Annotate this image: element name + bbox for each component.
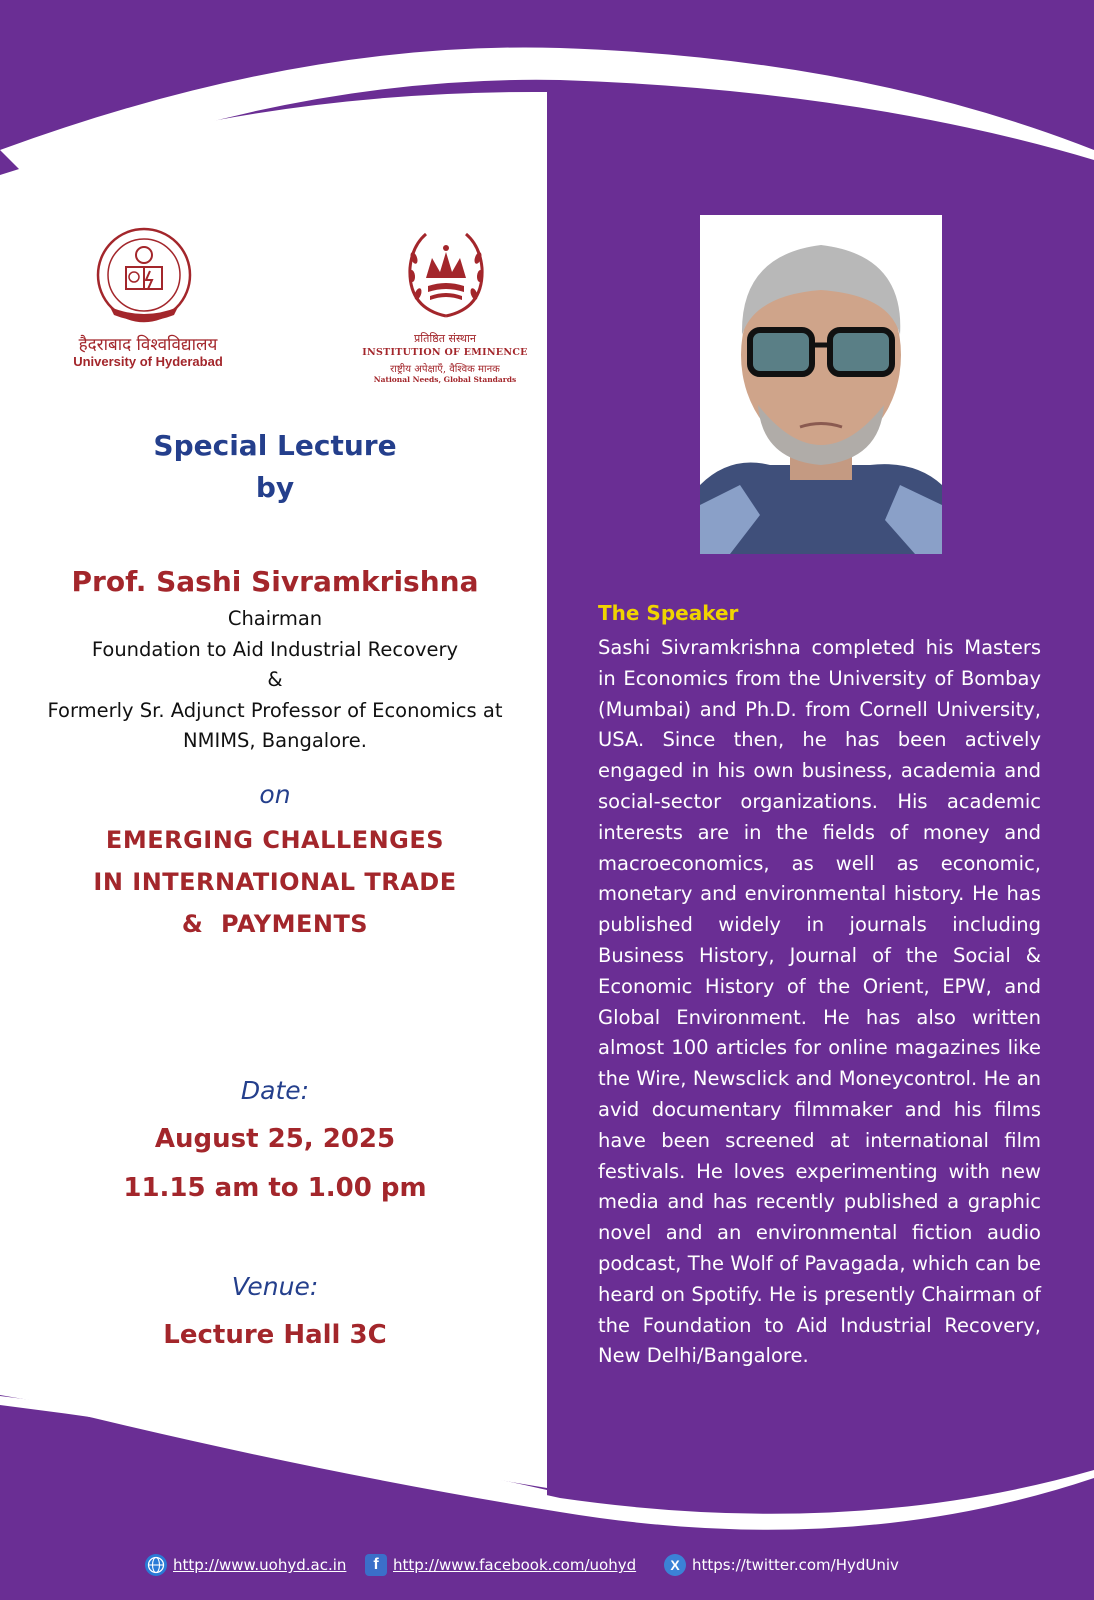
speaker-photo (700, 215, 942, 554)
x-twitter-icon: X (664, 1554, 686, 1576)
lecture-heading-line1: Special Lecture (153, 429, 397, 462)
facebook-icon: f (365, 1554, 387, 1576)
topic-line: & PAYMENTS (181, 910, 369, 938)
website-link-group[interactable] (145, 1552, 346, 1578)
twitter-link[interactable]: https://twitter.com/HydUniv (692, 1556, 899, 1574)
lecture-heading (60, 425, 490, 509)
affiliation-line: Chairman (227, 607, 323, 630)
topic-line: IN INTERNATIONAL TRADE (93, 868, 457, 896)
lecture-heading-line2: by (255, 471, 295, 504)
venue-label: Venue: (231, 1272, 319, 1301)
speaker-bio: Sashi Sivramkrishna completed his Masters in Economics from the University of Bombay (Mumbai) and Ph.D. from Cornell University, USA. Since then, he has been actively engaged in his own business, academia and social-sector organizations. His academic interests are in the fields of money and macroeconomics, as well as economic, monetary and environmental history. He has published widely in journals including Business History, Journal of the Social & Economic History of the Orient, EPW, and Global Environment. He has also written almost 100 articles for online magazines like the Wire, Newsclick and Moneycontrol. He an avid documentary filmmaker and his films have been screened at international film festivals. He loves experimenting with new media and has recently published a graphic novel and an environmental fiction audio podcast, The Wolf of Pavagada, which can be heard on Spotify. He is presently Chairman of the Foundation to Aid Industrial Recovery, New Delhi/Bangalore. (598, 636, 1041, 1368)
ioe-tagline-hindi: राष्ट्रीय अपेक्षाएँ, वैश्विक मानक (390, 364, 500, 375)
facebook-link-group[interactable] (365, 1552, 636, 1578)
ioe-name-english: INSTITUTION OF EMINENCE (362, 347, 528, 358)
ioe-tagline-english: National Needs, Global Standards (373, 375, 517, 384)
topic-line: EMERGING CHALLENGES (105, 826, 445, 854)
speaker-section-heading: The Speaker (598, 601, 739, 625)
lecture-date: August 25, 2025 (154, 1124, 396, 1154)
date-label: Date: (240, 1076, 310, 1105)
speaker-name: Prof. Sashi Sivramkrishna (71, 565, 479, 598)
globe-icon (145, 1554, 167, 1576)
uoh-seal-logo (90, 225, 198, 329)
affiliation-line: & (267, 668, 283, 691)
affiliation-line: Foundation to Aid Industrial Recovery (91, 637, 459, 661)
ioe-laurel-logo (400, 228, 492, 324)
lecture-time: 11.15 am to 1.00 pm (123, 1173, 427, 1203)
affiliation-line: NMIMS, Bangalore. (183, 729, 367, 752)
lecture-venue: Lecture Hall 3C (163, 1320, 387, 1350)
affiliation-line: Formerly Sr. Adjunct Professor of Economics at (47, 698, 503, 722)
facebook-link[interactable]: http://www.facebook.com/uohyd (393, 1556, 637, 1574)
website-link[interactable]: http://www.uohyd.ac.in (173, 1556, 347, 1574)
speaker-affiliation (20, 604, 530, 757)
uoh-name-english: University of Hyderabad (73, 354, 223, 369)
lecture-topic (40, 819, 510, 945)
on-label: on (259, 780, 291, 809)
uoh-name-hindi: हैदराबाद विश्वविद्यालय (78, 335, 218, 355)
twitter-link-group[interactable] (664, 1552, 899, 1578)
ioe-name-hindi: प्रतिष्ठित संस्थान (414, 332, 476, 345)
